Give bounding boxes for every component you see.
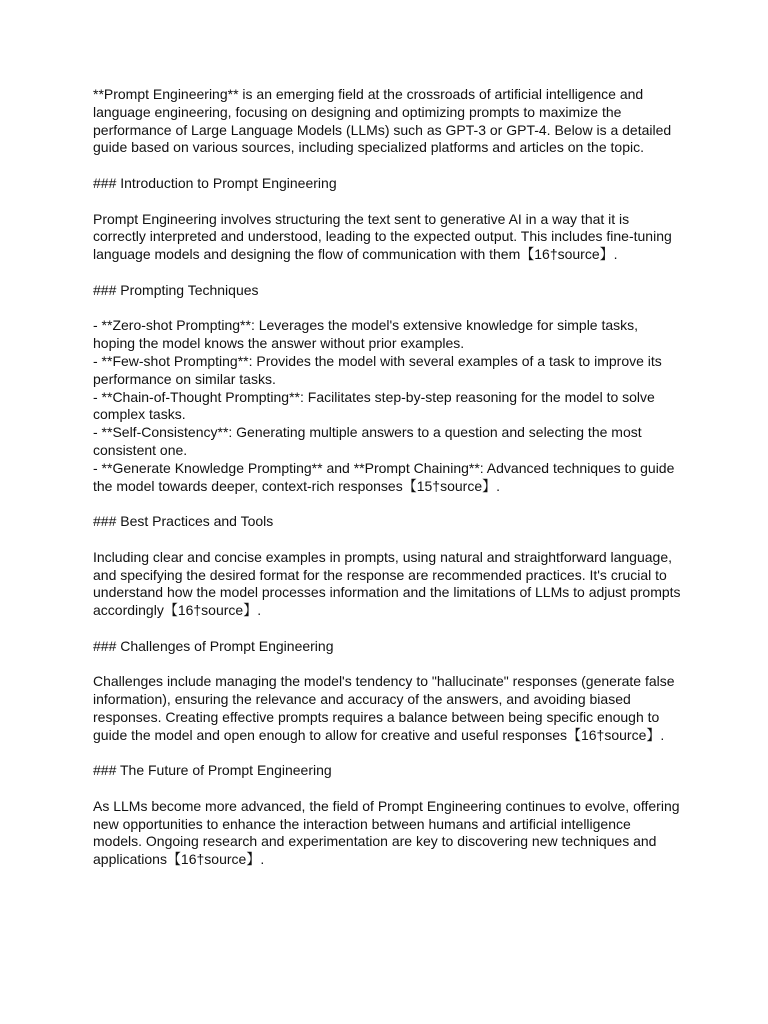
list-item: - **Chain-of-Thought Prompting**: Facilitates step-by-step reasoning for the model to solve complex tasks. bbox=[93, 388, 659, 423]
list-item: - **Zero-shot Prompting**: Leverages the model's extensive knowledge for simple tasks, hoping the model knows the answer without prior examples. bbox=[93, 317, 642, 352]
list-item: - **Generate Knowledge Prompting** and **Prompt Chaining**: Advanced techniques to guide the model towards deeper, context-rich responses【15†source】. bbox=[93, 459, 679, 494]
list-item: - **Self-Consistency**: Generating multiple answers to a question and selecting the most consistent one. bbox=[93, 424, 646, 458]
heading-challenges: ### Challenges of Prompt Engineering bbox=[93, 637, 334, 654]
intro-paragraph: **Prompt Engineering** is an emerging field at the crossroads of artificial intelligence and language engineering, focusing on designing and optimizing prompts to maximize the performance of Large Language Models (LLMs) such as GPT-3 or GPT-4. Below is a detailed guide based on various sources, including specialized platforms and articles on the topic. bbox=[93, 86, 676, 156]
list-item: - **Few-shot Prompting**: Provides the model with several examples of a task to improve its performance on similar tasks. bbox=[93, 352, 666, 387]
heading-introduction: ### Introduction to Prompt Engineering bbox=[93, 174, 337, 191]
heading-future: ### The Future of Prompt Engineering bbox=[93, 762, 332, 779]
heading-best-practices: ### Best Practices and Tools bbox=[93, 513, 274, 530]
challenges-paragraph: Challenges include managing the model's tendency to "hallucinate" responses (generate false information), ensuring the relevance and accuracy of the answers, and avoiding biased responses. Creating effective prompts requires a balance between being specific enough to guide the model and open enough to allow for creative and useful responses【16†source】. bbox=[93, 673, 679, 743]
best-practices-paragraph: Including clear and concise examples in prompts, using natural and straightforward language, and specifying the desired format for the response are recommended practices. It's crucial to understand how the model processes information and the limitations of LLMs to adjust prompts accordingly【16†source】. bbox=[93, 548, 685, 619]
document-page bbox=[93, 86, 683, 887]
introduction-paragraph: Prompt Engineering involves structuring the text sent to generative AI in a way that it is correctly interpreted and understood, leading to the expected output. This includes fine-tuning language models and designing the flow of communication with them【16†source】. bbox=[93, 210, 676, 263]
future-paragraph: As LLMs become more advanced, the field of Prompt Engineering continues to evolve, offering new opportunities to enhance the interaction between humans and artificial intelligence models. Ongoing research and experimentation are key to discovering new techniques and applications【16†source】. bbox=[93, 797, 684, 868]
heading-prompting-techniques: ### Prompting Techniques bbox=[93, 281, 259, 298]
techniques-list bbox=[93, 317, 683, 495]
